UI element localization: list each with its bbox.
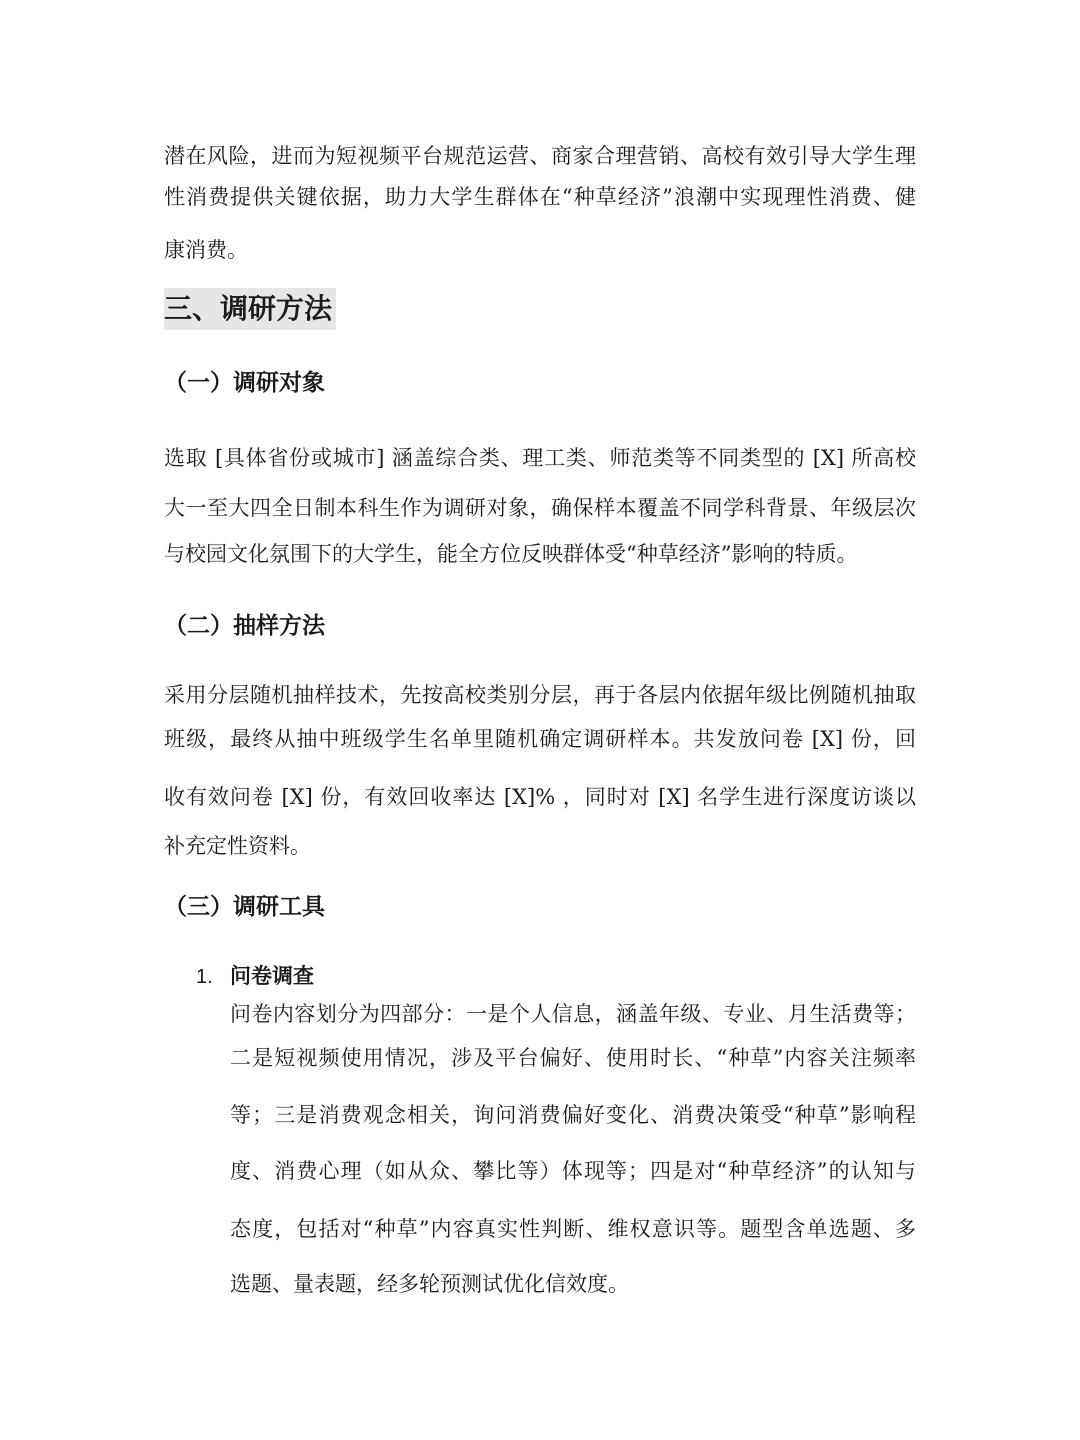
tools-line-3: 等；三是消费观念相关，询问消费偏好变化、消费决策受“种草”影响程 <box>230 1103 916 1127</box>
sampling-line-1: 采用分层随机抽样技术，先按高校类别分层，再于各层内依据年级比例随机抽取 <box>164 683 916 707</box>
list-number: 1. <box>196 966 213 988</box>
object-line-1: 选取 [具体省份或城市] 涵盖综合类、理工类、师范类等不同类型的 [X] 所高校 <box>164 446 916 470</box>
intro-line-3: 康消费。 <box>164 238 248 262</box>
tools-line-4: 度、消费心理（如从众、攀比等）体现等；四是对“种草经济”的认知与 <box>230 1159 916 1183</box>
tools-line-2: 二是短视频使用情况，涉及平台偏好、使用时长、“种草”内容关注频率 <box>230 1046 916 1070</box>
object-line-2: 大一至大四全日制本科生作为调研对象，确保样本覆盖不同学科背景、年级层次 <box>164 496 916 520</box>
subsection-heading-sampling: （二）抽样方法 <box>164 613 325 639</box>
tools-line-5: 态度，包括对“种草”内容真实性判断、维权意识等。题型含单选题、多 <box>230 1217 916 1241</box>
subsection-heading-object: （一）调研对象 <box>164 370 325 396</box>
sampling-line-3: 收有效问卷 [X] 份，有效回收率达 [X]% ，同时对 [X] 名学生进行深度访谈以 <box>164 785 916 809</box>
intro-line-2: 性消费提供关键依据，助力大学生群体在“种草经济”浪潮中实现理性消费、健 <box>164 185 916 209</box>
sampling-line-2: 班级，最终从抽中班级学生名单里随机确定调研样本。共发放问卷 [X] 份，回 <box>164 727 916 751</box>
list-item-title: 问卷调查 <box>230 964 314 988</box>
sampling-line-4: 补充定性资料。 <box>164 834 311 858</box>
tools-line-6: 选题、量表题，经多轮预测试优化信效度。 <box>230 1272 629 1296</box>
tools-line-1: 问卷内容划分为四部分：一是个人信息，涵盖年级、专业、月生活费等； <box>230 1002 916 1026</box>
intro-line-1: 潜在风险，进而为短视频平台规范运营、商家合理营销、高校有效引导大学生理 <box>164 144 916 168</box>
subsection-heading-tools: （三）调研工具 <box>164 894 325 920</box>
object-line-3: 与校园文化氛围下的大学生，能全方位反映群体受“种草经济”影响的特质。 <box>164 542 858 566</box>
section-heading: 三、调研方法 <box>164 288 336 330</box>
